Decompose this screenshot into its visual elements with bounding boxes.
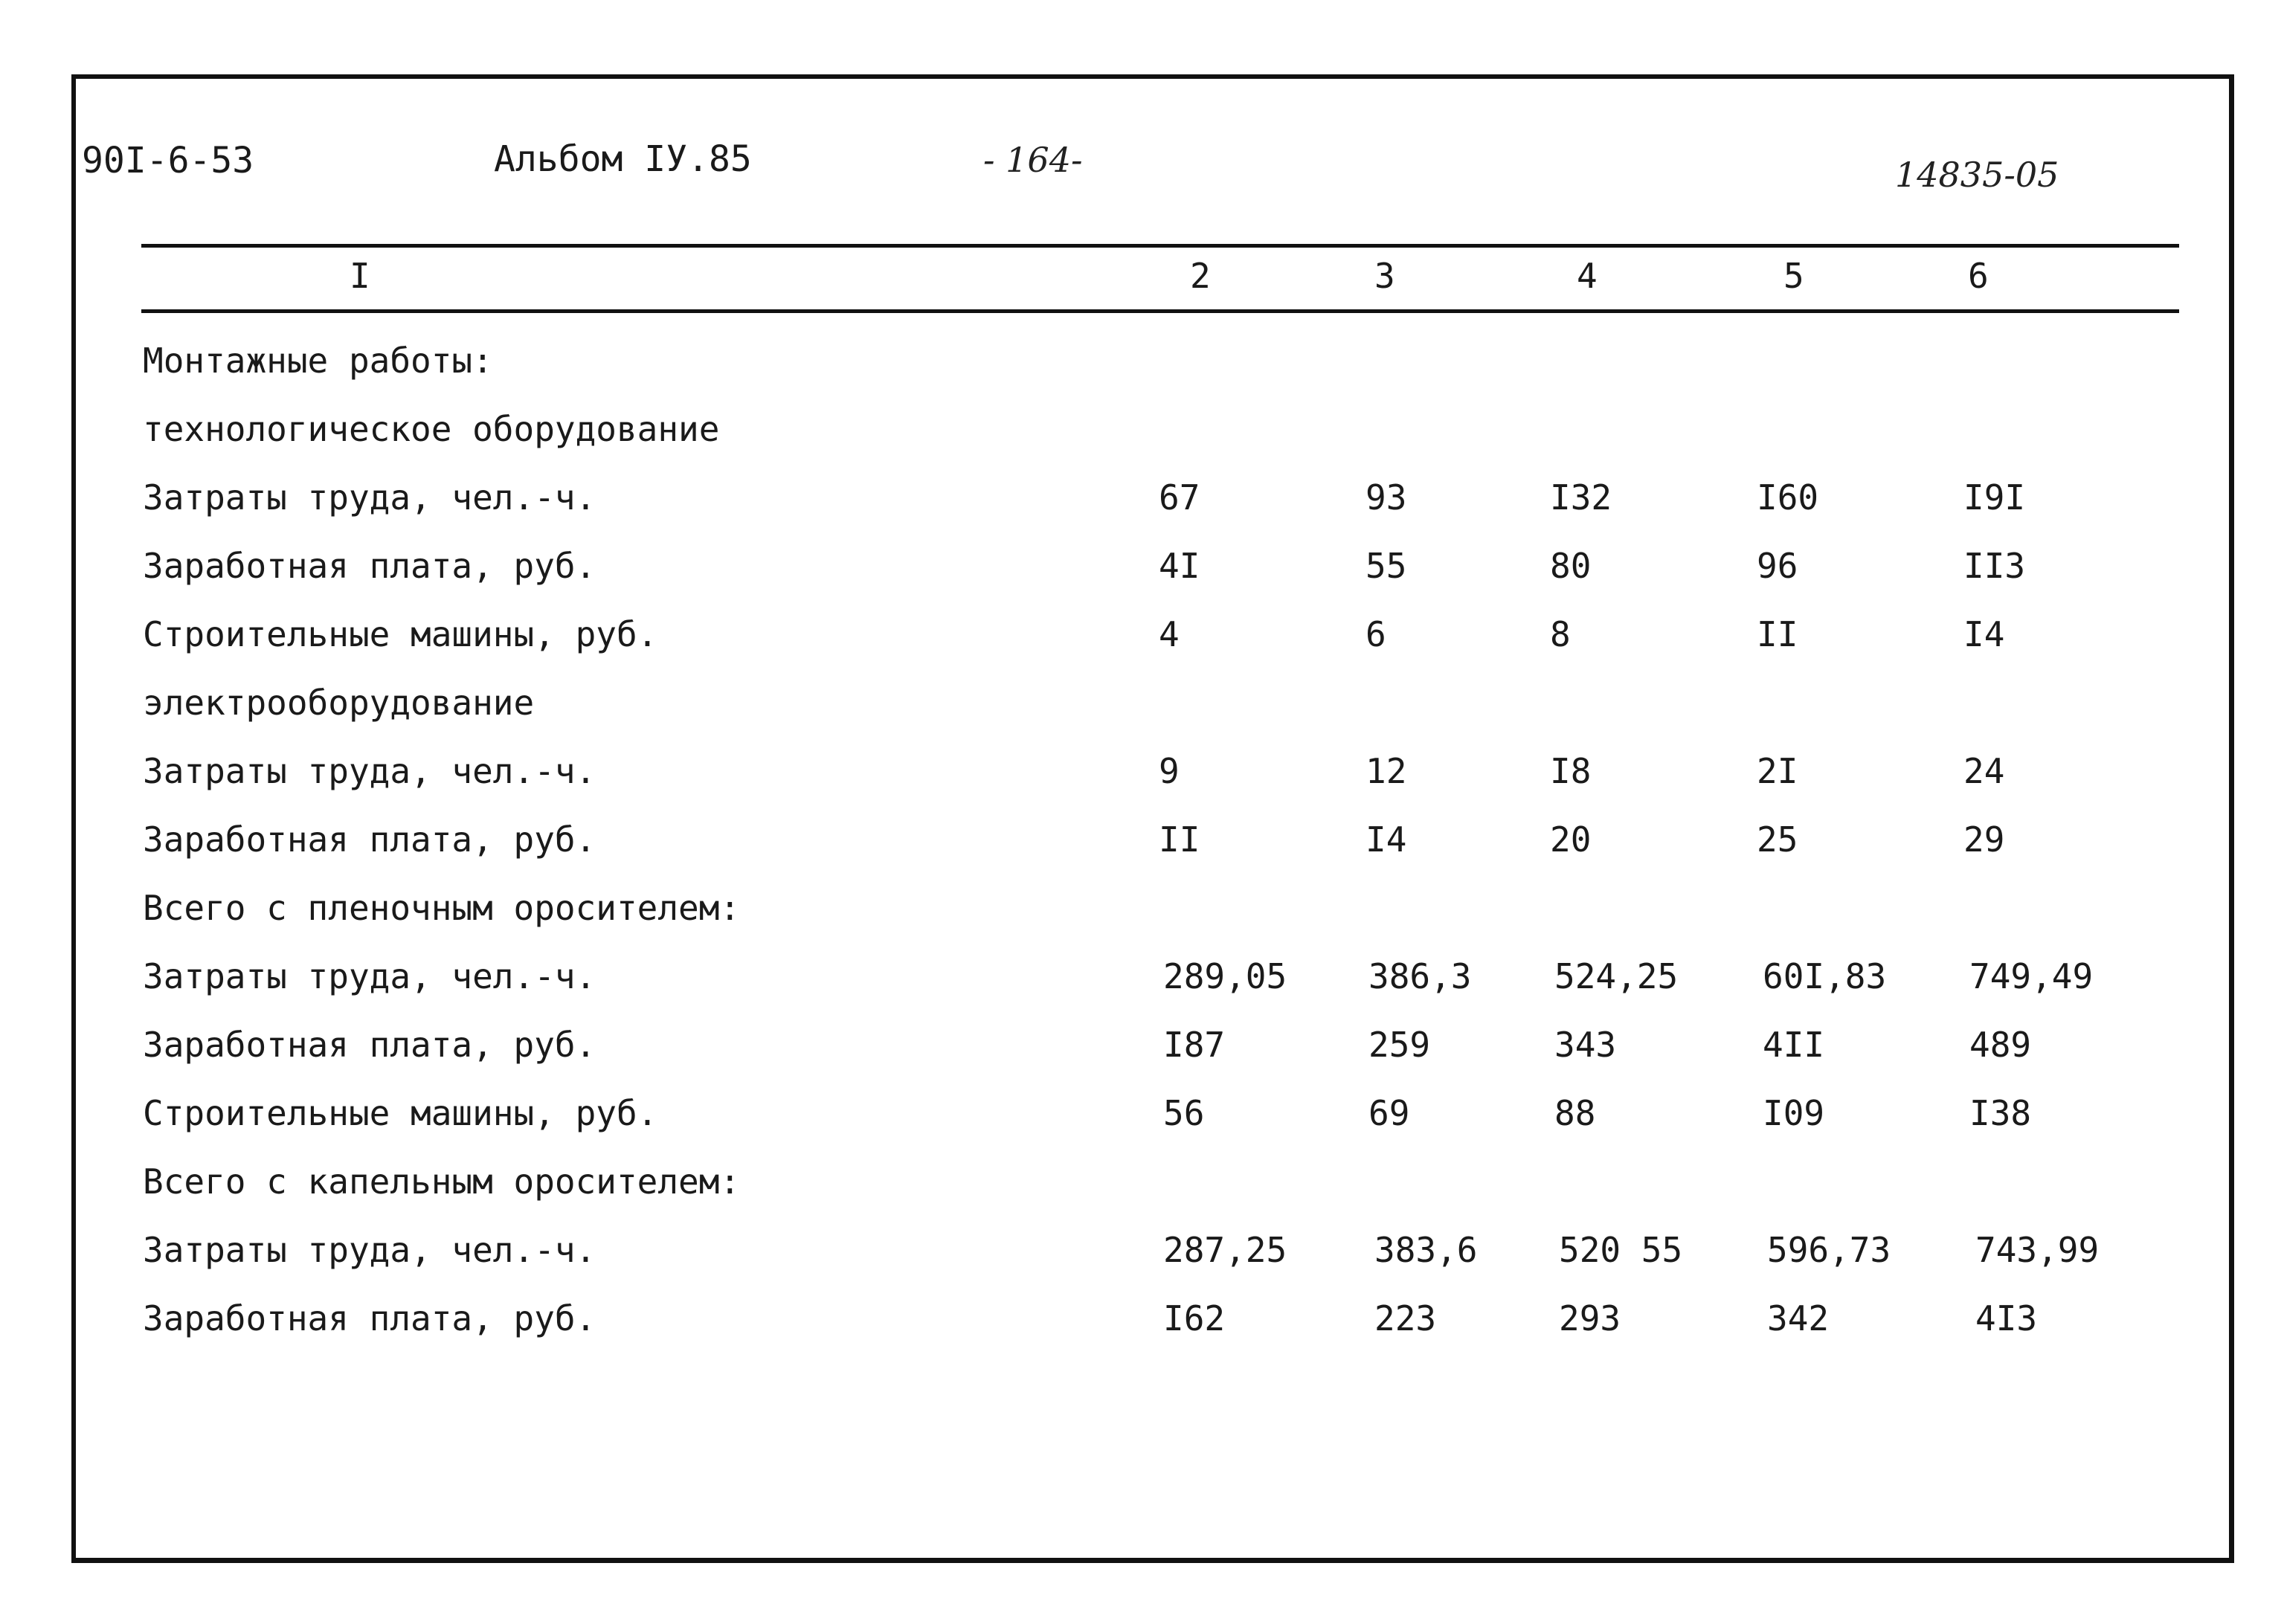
cell-col3: 55: [1365, 546, 1407, 586]
row-label: Заработная плата, руб.: [143, 1025, 596, 1065]
cell-col5: I60: [1757, 477, 1819, 518]
row-label: электрооборудование: [143, 683, 535, 723]
row-label: Затраты труда, чел.-ч.: [143, 751, 596, 791]
cell-col2: 9: [1159, 751, 1180, 791]
cell-col2: 56: [1163, 1093, 1205, 1133]
table-row: [0, 1230, 2284, 1277]
cell-col2: 287,25: [1163, 1230, 1287, 1270]
cell-col6: I38: [1969, 1093, 2032, 1133]
cell-col6: 749,49: [1969, 956, 2094, 996]
cell-col5: 60I,83: [1763, 956, 1887, 996]
column-header-2: 2: [1190, 256, 1211, 296]
column-header-1: I: [350, 256, 370, 296]
table-row: [0, 409, 2284, 457]
table-top-rule: [141, 244, 2179, 248]
cell-col6: I9I: [1963, 477, 2026, 518]
cell-col2: 67: [1159, 477, 1200, 518]
album-label: Альбом IУ.85: [494, 138, 752, 180]
cell-col6: I4: [1963, 614, 2005, 654]
cell-col6: 4I3: [1975, 1298, 2038, 1338]
table-row: [0, 1093, 2284, 1141]
column-header-6: 6: [1968, 256, 1989, 296]
cell-col5: 342: [1767, 1298, 1830, 1338]
cell-col2: 289,05: [1163, 956, 1287, 996]
cell-col4: I32: [1550, 477, 1612, 518]
cell-col5: 96: [1757, 546, 1798, 586]
cell-col4: 88: [1554, 1093, 1596, 1133]
cell-col2: II: [1159, 819, 1200, 860]
cell-col3: 69: [1368, 1093, 1410, 1133]
row-label: Строительные машины, руб.: [143, 614, 658, 654]
table-row: [0, 819, 2284, 867]
table-row: [0, 477, 2284, 525]
row-label: Заработная плата, руб.: [143, 819, 596, 860]
row-label: Монтажные работы:: [143, 341, 493, 381]
cell-col4: 20: [1550, 819, 1592, 860]
row-label: Затраты труда, чел.-ч.: [143, 1230, 596, 1270]
cell-col2: I87: [1163, 1025, 1226, 1065]
cell-col6: 489: [1969, 1025, 2032, 1065]
page-number: - 164-: [983, 140, 1083, 180]
cell-col6: 743,99: [1975, 1230, 2100, 1270]
cell-col4: 520 55: [1559, 1230, 1683, 1270]
cell-col4: 293: [1559, 1298, 1621, 1338]
cell-col5: I09: [1763, 1093, 1825, 1133]
cell-col2: 4I: [1159, 546, 1200, 586]
table-row: [0, 1161, 2284, 1209]
cell-col4: I8: [1550, 751, 1592, 791]
row-label: Заработная плата, руб.: [143, 546, 596, 586]
cell-col2: 4: [1159, 614, 1180, 654]
cell-col3: 93: [1365, 477, 1407, 518]
table-row: [0, 956, 2284, 1004]
row-label: Затраты труда, чел.-ч.: [143, 956, 596, 996]
cell-col4: 8: [1550, 614, 1571, 654]
cell-col3: 383,6: [1374, 1230, 1478, 1270]
cell-col6: 29: [1963, 819, 2005, 860]
table-row: [0, 751, 2284, 799]
cell-col3: 12: [1365, 751, 1407, 791]
table-header-rule: [141, 309, 2179, 313]
cell-col6: 24: [1963, 751, 2005, 791]
column-header-3: 3: [1374, 256, 1395, 296]
row-label: Строительные машины, руб.: [143, 1093, 658, 1133]
column-header-5: 5: [1783, 256, 1804, 296]
table-row: [0, 341, 2284, 388]
row-label: Всего с капельным оросителем:: [143, 1161, 741, 1202]
cell-col4: 80: [1550, 546, 1592, 586]
cell-col3: I4: [1365, 819, 1407, 860]
table-row: [0, 546, 2284, 593]
cell-col2: I62: [1163, 1298, 1226, 1338]
cell-col5: 2I: [1757, 751, 1798, 791]
table-row: [0, 1298, 2284, 1346]
cell-col5: II: [1757, 614, 1798, 654]
cell-col4: 524,25: [1554, 956, 1679, 996]
row-label: технологическое оборудование: [143, 409, 720, 449]
cell-col5: 25: [1757, 819, 1798, 860]
inventory-number: 14835-05: [1895, 155, 2059, 195]
table-row: [0, 888, 2284, 935]
cell-col3: 6: [1365, 614, 1386, 654]
cell-col4: 343: [1554, 1025, 1617, 1065]
table-row: [0, 1025, 2284, 1072]
row-label: Затраты труда, чел.-ч.: [143, 477, 596, 518]
cell-col3: 386,3: [1368, 956, 1472, 996]
row-label: Всего с пленочным оросителем:: [143, 888, 741, 928]
table-row: [0, 683, 2284, 730]
cell-col5: 4II: [1763, 1025, 1825, 1065]
document-code: 90I-6-53: [82, 140, 254, 181]
cell-col6: II3: [1963, 546, 2026, 586]
column-header-4: 4: [1577, 256, 1598, 296]
cell-col3: 223: [1374, 1298, 1437, 1338]
table-row: [0, 614, 2284, 662]
row-label: Заработная плата, руб.: [143, 1298, 596, 1338]
cell-col5: 596,73: [1767, 1230, 1891, 1270]
cell-col3: 259: [1368, 1025, 1431, 1065]
